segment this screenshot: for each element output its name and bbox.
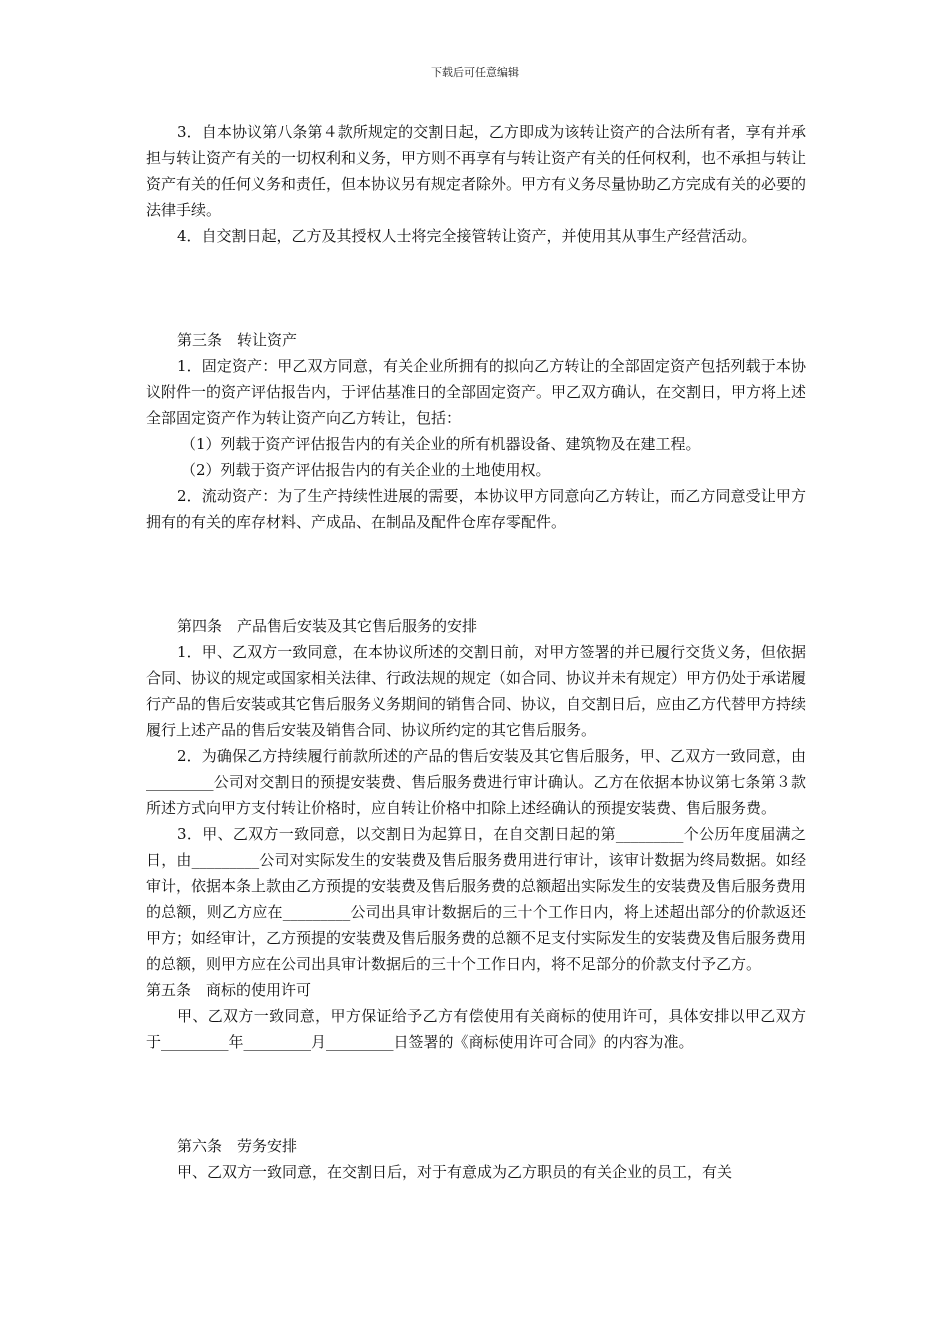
paragraph-after-sales-1: 1．甲、乙双方一致同意，在本协议所述的交割日前，对甲方签署的并已履行交货义务，但依据合同、协议的规定或国家相关法律、行政法规的规定（如合同、协议并未有规定）甲方仍处于承诺履行产品的售后安装或其它售后服务义务期间的销售合同、协议，自交割日后，应由乙方代替甲方持续履行上述产品的售后安装及销售合同、协议所约定的其它售后服务。 bbox=[146, 643, 807, 739]
spacer bbox=[146, 249, 806, 327]
page-header: 下载后可任意编辑 bbox=[431, 66, 519, 79]
article-6-title: 第六条 劳务安排 bbox=[177, 1137, 298, 1155]
paragraph-4-takeover: 4．自交割日起，乙方及其授权人士将完全接管转让资产，并使用其从事生产经营活动。 bbox=[177, 227, 757, 245]
spacer bbox=[146, 1055, 806, 1133]
article-4-title: 第四条 产品售后安装及其它售后服务的安排 bbox=[177, 617, 478, 635]
paragraph-trademark: 甲、乙双方一致同意，甲方保证给予乙方有偿使用有关商标的使用许可，具体安排以甲乙双方于_________年_________月_________日签署的《商标使用许可合同》的内容为准。 bbox=[146, 1007, 806, 1051]
paragraph-3-ownership: 3．自本协议第八条第４款所规定的交割日起，乙方即成为该转让资产的合法所有者，享有并承担与转让资产有关的一切权利和义务，甲方则不再享有与转让资产有关的任何权利，也不承担与转让资产有关的任何义务和责任，但本协议另有规定者除外。甲方有义务尽量协助乙方完成有关的必要的法律手续。 bbox=[146, 123, 807, 219]
paragraph-after-sales-3: 3．甲、乙双方一致同意，以交割日为起算日，在自交割日起的第_________个公历年度届满之日，由_________公司对实际发生的安装费及售后服务费用进行审计，该审计数据为终局数据。如经审计，依据本条上款由乙方预提的安装费及售后服务费的总额超出实际发生的安装费及售后服务费用的总额，则乙方应在_________公司出具审计数据后的三十个工作日内，将上述超出部分的价款返还甲方；如经审计，乙方预提的安装费及售后服务费的总额不足支付实际发生的安装费及售后服务费用的总额，则甲方应在公司出具审计数据后的三十个工作日内，将不足部分的价款支付予乙方。 bbox=[146, 825, 807, 973]
paragraph-fixed-assets: 1．固定资产：甲乙双方同意，有关企业所拥有的拟向乙方转让的全部固定资产包括列载于本协议附件一的资产评估报告内，于评估基准日的全部固定资产。甲乙双方确认，在交割日，甲方将上述全部固定资产作为转让资产向乙方转让，包括： bbox=[146, 357, 807, 427]
paragraph-current-assets: 2．流动资产：为了生产持续性进展的需要，本协议甲方同意向乙方转让，而乙方同意受让甲方拥有的有关的库存材料、产成品、在制品及配件仓库存零配件。 bbox=[146, 487, 806, 531]
article-3-title: 第三条 转让资产 bbox=[177, 331, 298, 349]
article-5-title: 第五条 商标的使用许可 bbox=[146, 981, 312, 999]
paragraph-after-sales-2: 2．为确保乙方持续履行前款所述的产品的售后安装及其它售后服务，甲、乙双方一致同意，由_________公司对交割日的预提安装费、售后服务费进行审计确认。乙方在依据本协议第七条第３款所述方式向甲方支付转让价格时，应自转让价格中扣除上述经确认的预提安装费、售后服务费。 bbox=[146, 747, 806, 817]
spacer bbox=[146, 535, 806, 613]
list-item-equipment: （1）列载于资产评估报告内的有关企业的所有机器设备、建筑物及在建工程。 bbox=[181, 435, 701, 453]
paragraph-labor: 甲、乙双方一致同意，在交割日后，对于有意成为乙方职员的有关企业的员工，有关 bbox=[177, 1163, 733, 1181]
list-item-land-use: （2）列载于资产评估报告内的有关企业的土地使用权。 bbox=[181, 461, 551, 479]
document-body bbox=[146, 119, 806, 1185]
